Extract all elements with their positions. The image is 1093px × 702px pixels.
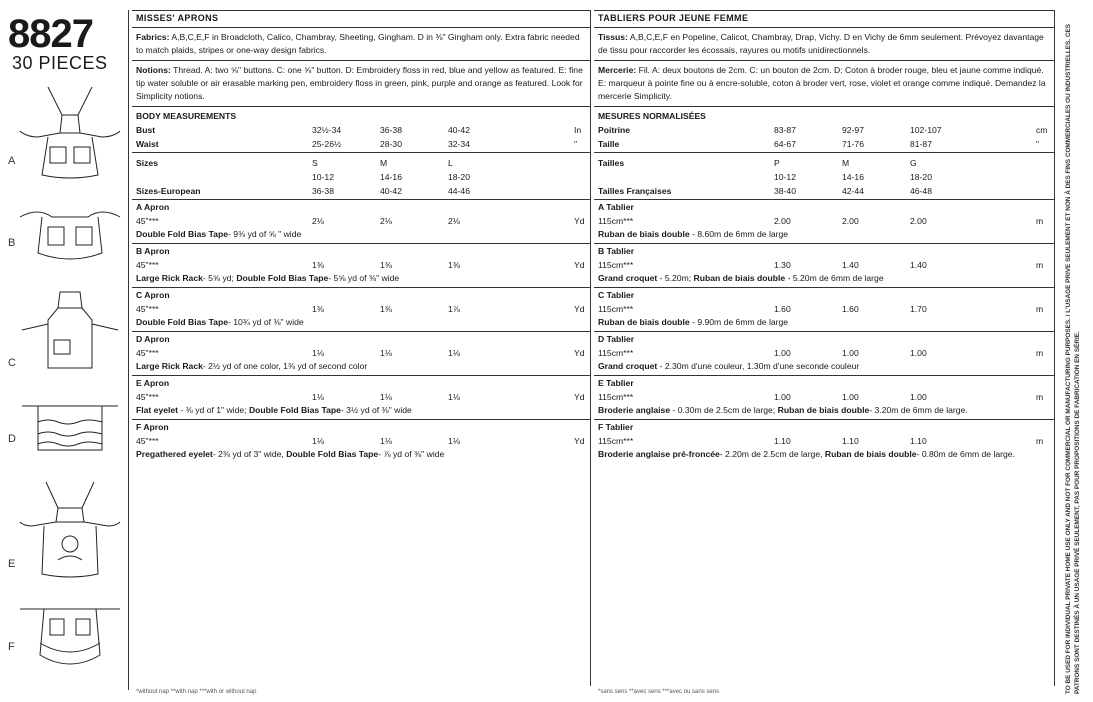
view-name: E Tablier [598, 378, 634, 388]
yardage-row: 45"*** 1⅜ 1⅜ 1⅜ Yd [136, 260, 585, 270]
yardage-row: 115cm*** 1.60 1.60 1.70 m [598, 304, 1044, 314]
yardage-row: 115cm*** 2.00 2.00 2.00 m [598, 216, 1044, 226]
yardage-row: 115cm*** 1.30 1.40 1.40 m [598, 260, 1044, 270]
divider [128, 10, 129, 690]
view-block [594, 375, 1054, 419]
apron-e-icon [18, 480, 122, 580]
view-block [594, 243, 1054, 287]
french-panel [594, 10, 1055, 695]
view-name: A Tablier [598, 202, 634, 212]
footnote: *without nap **with nap ***with or without nap [136, 689, 257, 695]
view-block [594, 331, 1054, 375]
view-block [594, 287, 1054, 331]
view-notions: Ruban de biais double - 9.90m de 6mm de large [598, 317, 789, 327]
yardage-row: 115cm*** 1.10 1.10 1.10 m [598, 436, 1044, 446]
view-notions: Grand croquet - 5.20m; Ruban de biais double - 5.20m de 6mm de large [598, 273, 884, 283]
notions-section: Mercerie: Fil. A: deux boutons de 2cm. C: un bouton de 2cm. D: Coton à broder rouge, bleu et jaune comme indiqué. E: marqueur à pointe fine ou à encre-soluble, coton à broder vert, rose, violet et orange comme indiqué. Demandez la mercerie Simplicity. [594, 60, 1054, 106]
notions-section: Notions: Thread. A: two ⅝" buttons. C: one ⅝" button. D: Embroidery floss in red, blue and yellow as featured. E: fine tip water soluble or air erasable marking pen, embroidery floss in green, pink, purple and orange as featured. Look for Simplicity notions. [132, 60, 590, 106]
view-notions: Double Fold Bias Tape- 9⅜ yd of ⅝ " wide [136, 229, 302, 239]
sizes-eu-row: Sizes-European 36-38 40-42 44-46 [136, 186, 470, 196]
body-measurements: MESURES NORMALISÉES Poitrine 83-87 92-97 102-107 cm Taille 64-67 71-76 81-87 " [594, 106, 1054, 152]
view-label-a: A [8, 155, 16, 167]
view-notions: Pregathered eyelet- 2⅜ yd of 3" wide, Double Fold Bias Tape- ⅞ yd of ⅜" wide [136, 449, 445, 459]
sizes-us-row: 10-12 14-16 18-20 [312, 172, 470, 182]
view-label-f: F [8, 641, 15, 653]
yardage-views [132, 199, 590, 463]
view-notions: Large Rick Rack- 5⅝ yd; Double Fold Bias Tape- 5⅝ yd of ⅜" wide [136, 273, 400, 283]
view-notions: Flat eyelet - ⅜ yd of 1" wide; Double Fold Bias Tape- 3½ yd of ⅜" wide [136, 405, 412, 415]
apron-a-icon [18, 85, 122, 180]
view-block [132, 331, 590, 375]
piece-count: 30 PIECES [12, 53, 108, 73]
sizes-row: Sizes S M L [136, 158, 453, 168]
yardage-row: 45"*** 1⅛ 1⅛ 1⅛ Yd [136, 436, 585, 446]
view-name: C Apron [136, 290, 170, 300]
fabrics-section: Tissus: A,B,C,E,F en Popeline, Calicot, Chambray, Drap, Vichy. D en Vichy de 6mm seulement. Prévoyez davantage de tissu pour raccorder les écossais, rayures ou motifs unidirectionnels. [594, 27, 1054, 60]
view-block [132, 287, 590, 331]
view-name: B Apron [136, 246, 170, 256]
bust-row: Bust 32½-34 36-38 40-42 In [136, 125, 582, 135]
apron-b-icon [18, 205, 122, 265]
view-block [132, 243, 590, 287]
view-name: D Tablier [598, 334, 635, 344]
view-notions: Double Fold Bias Tape- 10¾ yd of ⅜" wide [136, 317, 304, 327]
apron-d-icon [18, 400, 122, 460]
footnote: *sans sens **avec sens ***avec ou sans sens [598, 689, 720, 695]
view-block [132, 375, 590, 419]
yardage-row: 115cm*** 1.00 1.00 1.00 m [598, 348, 1044, 358]
view-name: D Apron [136, 334, 170, 344]
sizes-us-row: 10-12 14-16 18-20 [774, 172, 932, 182]
waist-row: Waist 25-26½ 28-30 32-34 " [136, 139, 578, 149]
copyright-sidebar: TO BE USED FOR INDIVIDUAL PRIVATE HOME USE ONLY AND NOT FOR COMMERCIAL OR MANUFACTURING PURPOSES. / L'USAGE PRIVE SEULEMENT ET NON À DES FINS COMMERCIALES OU INDUSTRIELLES. CES PATRONS SONT DESTINÉS À UN USAGE PRIVÉ SEULEMENT, PAS POUR PROPOSITIONS DE FABRICATION EN SÉRIE. [1065, 24, 1081, 694]
sizes-eu-row: Tailles Françaises 38-40 42-44 46-48 [598, 186, 932, 196]
view-label-d: D [8, 433, 16, 445]
panel-title: MISSES' APRONS [136, 13, 219, 23]
fabrics-section: Fabrics: A,B,C,E,F in Broadcloth, Calico, Chambray, Sheeting, Gingham. D in ⅜" Gingham only. Extra fabric needed to match plaids, stripes or one-way design fabrics. [132, 27, 590, 60]
yardage-views [594, 199, 1054, 463]
view-block [594, 199, 1054, 243]
sizes-row: Tailles P M G [598, 158, 917, 168]
apron-c-icon [18, 290, 122, 370]
view-name: B Tablier [598, 246, 635, 256]
view-notions: Broderie anglaise - 0.30m de 2.5cm de large; Ruban de biais double- 3.20m de 6mm de large. [598, 405, 968, 415]
sizes-section [132, 152, 590, 199]
panel-title: TABLIERS POUR JEUNE FEMME [598, 13, 749, 23]
view-name: C Tablier [598, 290, 635, 300]
view-name: A Apron [136, 202, 170, 212]
yardage-row: 45"*** 1⅛ 1⅛ 1⅛ Yd [136, 348, 585, 358]
view-name: F Apron [136, 422, 169, 432]
yardage-row: 45"*** 2⅛ 2⅛ 2⅛ Yd [136, 216, 585, 226]
bust-row: Poitrine 83-87 92-97 102-107 cm [598, 125, 1048, 135]
view-label-b: B [8, 237, 16, 249]
yardage-row: 45"*** 1⅛ 1⅛ 1⅛ Yd [136, 392, 585, 402]
view-block [132, 199, 590, 243]
view-label-e: E [8, 558, 16, 570]
english-panel [132, 10, 591, 695]
view-notions: Ruban de biais double - 8.60m de 6mm de large [598, 229, 789, 239]
view-notions: Broderie anglaise pré-froncée- 2.20m de 2.5cm de large, Ruban de biais double- 0.80m de 6mm de large. [598, 449, 1015, 459]
sizes-section [594, 152, 1054, 199]
view-label-c: C [8, 357, 16, 369]
body-measurements: BODY MEASUREMENTS Bust 32½-34 36-38 40-42 In Waist 25-26½ 28-30 32-34 " [132, 106, 590, 152]
view-illustrations [0, 85, 128, 685]
pattern-number: 8827 [8, 12, 93, 56]
apron-f-icon [18, 595, 122, 675]
view-name: E Apron [136, 378, 170, 388]
view-notions: Large Rick Rack- 2½ yd of one color, 1⅜ yd of second color [136, 361, 368, 371]
yardage-row: 115cm*** 1.00 1.00 1.00 m [598, 392, 1044, 402]
view-name: F Tablier [598, 422, 634, 432]
waist-row: Taille 64-67 71-76 81-87 " [598, 139, 1040, 149]
view-notions: Grand croquet - 2.30m d'une couleur, 1.30m d'une seconde couleur [598, 361, 860, 371]
view-block [132, 419, 590, 463]
view-block [594, 419, 1054, 463]
yardage-row: 45"*** 1⅜ 1⅜ 1⅞ Yd [136, 304, 585, 314]
